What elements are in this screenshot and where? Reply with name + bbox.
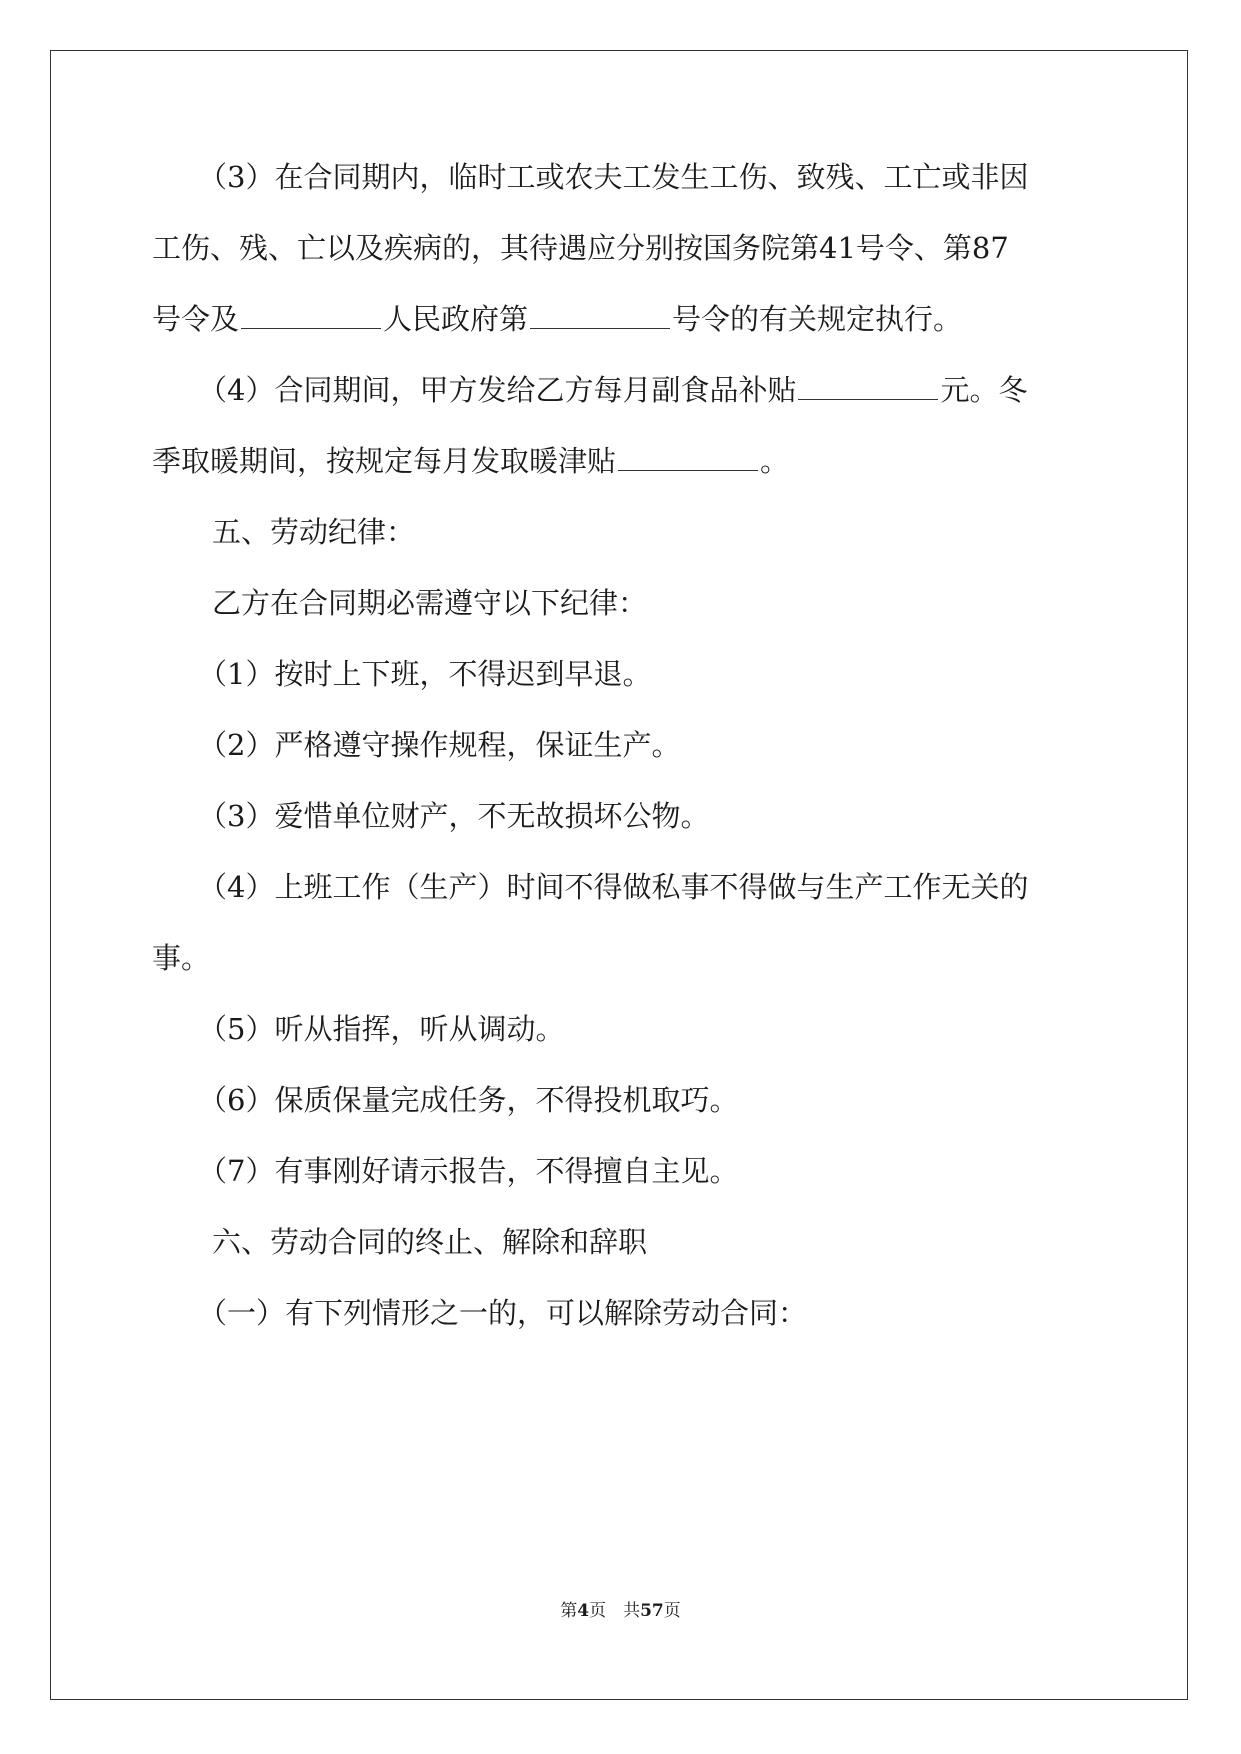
page-number: 4 [577,1601,590,1621]
sub-heading: （一）有下列情形之一的，可以解除劳动合同： [198,1296,808,1330]
paragraph-line: 乙方在合同期必需遵守以下纪律： [212,586,648,620]
list-item: （7）有事刚好请示报告，不得擅自主见。 [198,1154,739,1188]
paragraph-line [198,370,1027,410]
list-item: （5）听从指挥，听从调动。 [198,1012,565,1046]
list-item: （2）严格遵守操作规程，保证生产。 [198,728,681,762]
blank-field [618,442,758,471]
list-item: （3）爱惜单位财产，不无故损坏公物。 [198,799,710,833]
blank-field [798,371,938,400]
footer-mid: 页 共 [589,1601,641,1621]
text-segment: 元。冬 [940,373,1028,407]
section-heading: 五、劳动纪律： [212,515,416,549]
blank-field [241,300,381,329]
text-segment: 。 [760,444,790,478]
paragraph-line [152,299,962,339]
text-segment: 号令及 [152,302,240,336]
list-item: （1）按时上下班，不得迟到早退。 [198,657,652,691]
total-pages: 57 [640,1601,664,1621]
blank-field [530,300,670,329]
text-segment: （4）合同期间，甲方发给乙方每月副食品补贴 [198,373,797,407]
text-segment: 人民政府第 [383,302,529,336]
text-segment: 季取暖期间，按规定每月发取暖津贴 [152,444,617,478]
paragraph-line: 工伤、残、亡以及疾病的，其待遇应分别按国务院第41号令、第87 [152,231,1009,265]
section-heading: 六、劳动合同的终止、解除和辞职 [212,1225,648,1259]
page-footer [0,1600,1241,1622]
list-item: （6）保质保量完成任务，不得投机取巧。 [198,1083,739,1117]
paragraph-line [152,441,789,481]
text-segment: 号令的有关规定执行。 [672,302,963,336]
paragraph-line: （3）在合同期内，临时工或农夫工发生工伤、致残、工亡或非因 [198,160,1029,194]
footer-suffix: 页 [663,1601,681,1621]
list-item: （4）上班工作（生产）时间不得做私事不得做与生产工作无关的 [198,870,1029,904]
list-item-continuation: 事。 [152,941,211,975]
footer-prefix: 第 [560,1601,578,1621]
